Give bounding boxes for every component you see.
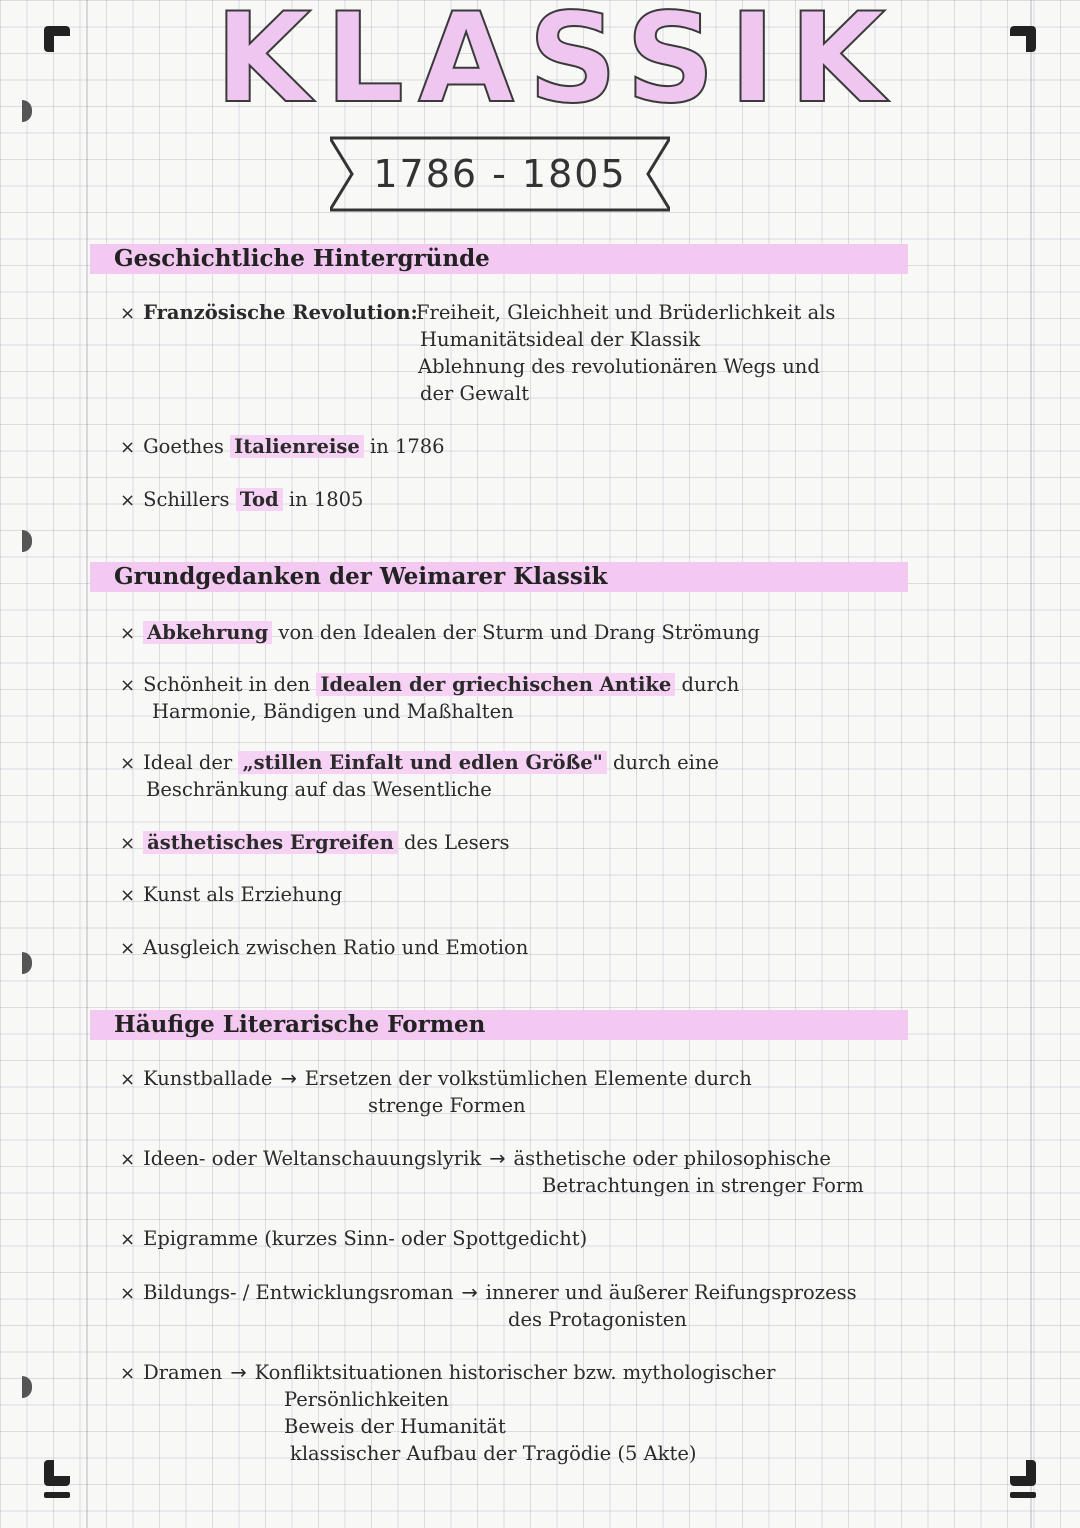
bullet-cross-icon: × (120, 437, 136, 458)
item-detail-line: strenge Formen (368, 1094, 526, 1117)
item-detail-line: Humanitätsideal der Klassik (420, 328, 701, 351)
list-item: × Ideal der „stillen Einfalt und edlen Größe" durch eine (120, 751, 719, 774)
bullet-cross-icon: × (120, 623, 136, 644)
bullet-cross-icon: × (120, 753, 136, 774)
bullet-cross-icon: × (120, 675, 136, 696)
arrow-right-icon: → (230, 1361, 247, 1384)
item-detail-line: des Protagonisten (508, 1308, 687, 1331)
corner-marker-top-right (1010, 26, 1036, 52)
corner-marker-bottom-right (1010, 1460, 1036, 1486)
list-item: × Kunstballade → Ersetzen der volkstümlichen Elemente durch (120, 1067, 752, 1090)
list-item: × Ideen- oder Weltanschauungslyrik → ästhetische oder philosophische (120, 1147, 831, 1170)
item-detail-line: Harmonie, Bändigen und Maßhalten (152, 700, 514, 723)
section-heading-core-ideas: Grundgedanken der Weimarer Klassik (90, 562, 908, 592)
corner-marker-bar (1010, 1492, 1036, 1498)
list-item: × Kunst als Erziehung (120, 883, 343, 906)
binder-hole (22, 100, 32, 122)
bullet-cross-icon: × (120, 1283, 136, 1304)
page-title: KLASSIK (215, 0, 900, 131)
binder-hole (22, 952, 32, 974)
item-detail-line: Betrachtungen in strenger Form (542, 1174, 864, 1197)
arrow-right-icon: → (280, 1067, 297, 1090)
section-heading-history: Geschichtliche Hintergründe (90, 244, 908, 274)
arrow-right-icon: → (461, 1281, 478, 1304)
list-item: × ästhetisches Ergreifen des Lesers (120, 831, 510, 854)
item-detail-line: Beschränkung auf das Wesentliche (146, 778, 492, 801)
item-detail-line: klassischer Aufbau der Tragödie (5 Akte) (290, 1442, 697, 1465)
item-detail-line: Persönlichkeiten (284, 1388, 449, 1411)
list-item: × Französische Revolution: (120, 301, 418, 324)
bullet-cross-icon: × (120, 490, 136, 511)
list-item: × Ausgleich zwischen Ratio und Emotion (120, 936, 529, 959)
bullet-cross-icon: × (120, 303, 136, 324)
right-margin-line (1030, 0, 1032, 1528)
item-detail-line: der Gewalt (420, 382, 530, 405)
left-margin-line (86, 0, 88, 1528)
list-item: × Goethes Italienreise in 1786 (120, 435, 445, 458)
item-detail-line: Freiheit, Gleichheit und Brüderlichkeit als (416, 301, 836, 324)
item-detail-line: Beweis der Humanität (284, 1415, 506, 1438)
section-heading-literary-forms: Häufige Literarische Formen (90, 1010, 908, 1040)
list-item: × Dramen → Konfliktsituationen historischer bzw. mythologischer (120, 1361, 776, 1384)
binder-hole (22, 1376, 32, 1398)
year-range: 1786 - 1805 (373, 152, 627, 196)
bullet-cross-icon: × (120, 833, 136, 854)
corner-marker-bottom-left (44, 1460, 70, 1486)
bullet-cross-icon: × (120, 1229, 136, 1250)
item-detail-line: Ablehnung des revolutionären Wegs und (418, 355, 820, 378)
list-item: × Schönheit in den Idealen der griechischen Antike durch (120, 673, 740, 696)
corner-marker-bar (44, 1492, 70, 1498)
binder-hole (22, 530, 32, 552)
list-item: × Schillers Tod in 1805 (120, 488, 364, 511)
bullet-cross-icon: × (120, 938, 136, 959)
bullet-cross-icon: × (120, 1069, 136, 1090)
list-item: × Bildungs- / Entwicklungsroman → innerer und äußerer Reifungsprozess (120, 1281, 857, 1304)
bullet-cross-icon: × (120, 885, 136, 906)
corner-marker-top-left (44, 26, 70, 52)
arrow-right-icon: → (489, 1147, 506, 1170)
bullet-cross-icon: × (120, 1149, 136, 1170)
year-banner (330, 136, 670, 212)
list-item: × Abkehrung von den Idealen der Sturm und Drang Strömung (120, 621, 760, 644)
list-item: × Epigramme (kurzes Sinn- oder Spottgedicht) (120, 1227, 588, 1250)
bullet-cross-icon: × (120, 1363, 136, 1384)
